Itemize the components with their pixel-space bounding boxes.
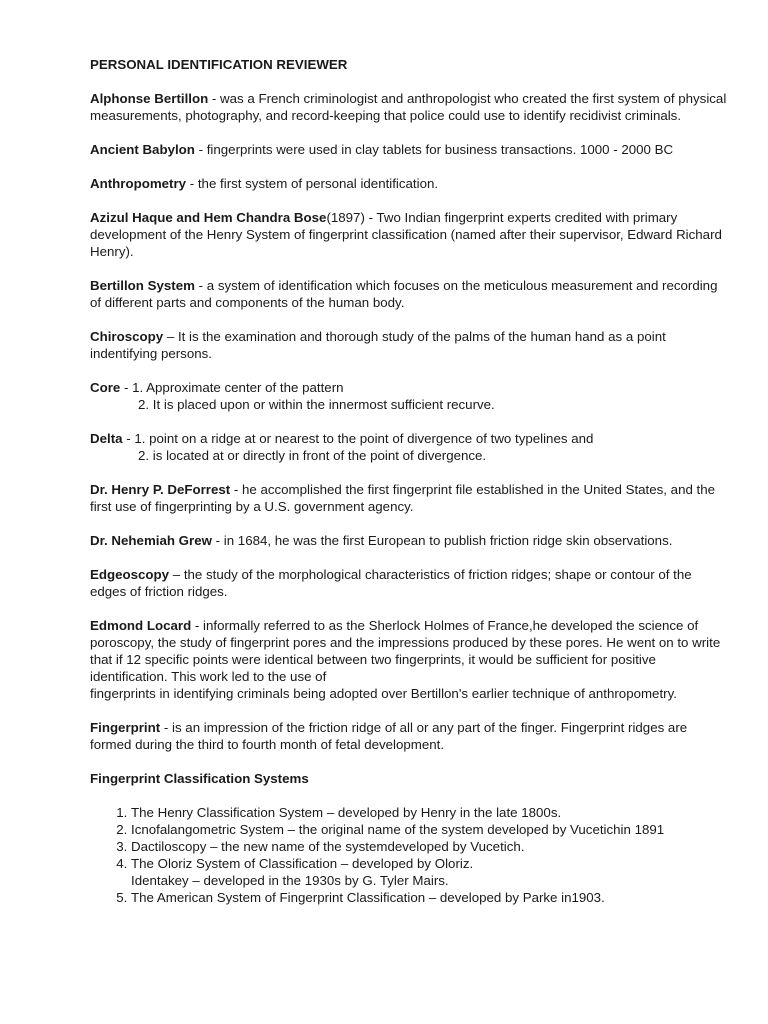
list-item [131, 855, 730, 889]
list-item [131, 804, 730, 821]
entry-text: – the study of the morphological characteristics of friction ridges; shape or contour of the edges of friction ridges. [90, 567, 692, 599]
list-item-text: The Oloriz System of Classification – developed by Oloriz. [131, 856, 474, 871]
entry-ancient-babylon [90, 141, 730, 158]
list-item [131, 889, 730, 906]
entry-term: Fingerprint [90, 720, 161, 735]
entry-continuation: fingerprints in identifying criminals being adopted over Bertillon's earlier technique of anthropometry. [90, 686, 677, 701]
entry-text: - fingerprints were used in clay tablets for business transactions. 1000 - 2000 BC [194, 142, 674, 157]
entry-text: - a system of identification which focuses on the meticulous measurement and recording of different parts and components of the human body. [90, 278, 718, 310]
entry-alphonse-bertillon [90, 90, 730, 124]
entry-anthropometry [90, 175, 730, 192]
document-page [90, 56, 730, 906]
entry-term: Anthropometry [90, 176, 187, 191]
entry-term: Alphonse Bertillon [90, 91, 209, 106]
list-item-text: Icnofalangometric System – the original name of the system developed by Vucetichin 1891 [131, 822, 665, 837]
entry-text: - in 1684, he was the first European to publish friction ridge skin observations. [211, 533, 673, 548]
classification-systems-list [90, 804, 730, 906]
entry-text: - 1. point on a ridge at or nearest to the point of divergence of two typelines and [122, 431, 594, 446]
entry-text: - is an impression of the friction ridge of all or any part of the finger. Fingerprint ridges are formed during the third to fourth month of fetal development. [90, 720, 688, 752]
entry-term: Azizul Haque and Hem Chandra Bose [90, 210, 327, 225]
entry-grew [90, 532, 730, 549]
entry-term: Bertillon System [90, 278, 195, 293]
entry-term: Delta [90, 431, 123, 446]
entry-term: Chiroscopy [90, 329, 164, 344]
entry-edmond-locard [90, 617, 730, 702]
list-item [131, 821, 730, 838]
entry-subitem: 2. It is placed upon or within the innermost sufficient recurve. [138, 397, 495, 412]
entry-text: - was a French criminologist and anthropologist who created the first system of physical measurements, photography, and record-keeping that police could use to identify recidivist criminals. [90, 91, 727, 123]
entry-text: - informally referred to as the Sherlock Holmes of France,he developed the science of poroscopy, the study of fingerprint pores and the impressions produced by these pores. He went on to write that if 12 specific points were identical between two fingerprints, it would be sufficient for positive identification. This work led to the use of [90, 618, 721, 684]
entry-haque-bose [90, 209, 730, 260]
entry-term: Dr. Henry P. DeForrest [90, 482, 231, 497]
entry-term: Dr. Nehemiah Grew [90, 533, 212, 548]
entry-delta [90, 430, 730, 464]
entry-deforrest [90, 481, 730, 515]
list-item-subline: Identakey – developed in the 1930s by G. Tyler Mairs. [131, 873, 449, 888]
entry-text: - he accomplished the first fingerprint file established in the United States, and the first use of fingerprinting by a U.S. government agency. [90, 482, 716, 514]
entry-term: Edgeoscopy [90, 567, 170, 582]
document-title: PERSONAL IDENTIFICATION REVIEWER [90, 57, 348, 72]
entry-text: (1897) - Two Indian fingerprint experts credited with primary development of the Henry System of fingerprint classification (named after their supervisor, Edward Richard Henry). [90, 210, 722, 259]
entry-text: – It is the examination and thorough study of the palms of the human hand as a point indentifying persons. [90, 329, 666, 361]
section-title: Fingerprint Classification Systems [90, 771, 309, 786]
list-item-text: The American System of Fingerprint Classification – developed by Parke in1903. [131, 890, 605, 905]
entry-fingerprint [90, 719, 730, 753]
list-item-text: The Henry Classification System – developed by Henry in the late 1800s. [131, 805, 562, 820]
list-item [131, 838, 730, 855]
entry-text: - 1. Approximate center of the pattern [120, 380, 344, 395]
entry-subitem: 2. is located at or directly in front of the point of divergence. [138, 448, 487, 463]
entry-bertillon-system [90, 277, 730, 311]
entry-chiroscopy [90, 328, 730, 362]
entry-edgeoscopy [90, 566, 730, 600]
entry-text: - the first system of personal identification. [186, 176, 439, 191]
entry-term: Edmond Locard [90, 618, 192, 633]
entry-term: Core [90, 380, 121, 395]
entry-term: Ancient Babylon [90, 142, 195, 157]
list-item-text: Dactiloscopy – the new name of the systemdeveloped by Vucetich. [131, 839, 525, 854]
entry-core [90, 379, 730, 413]
